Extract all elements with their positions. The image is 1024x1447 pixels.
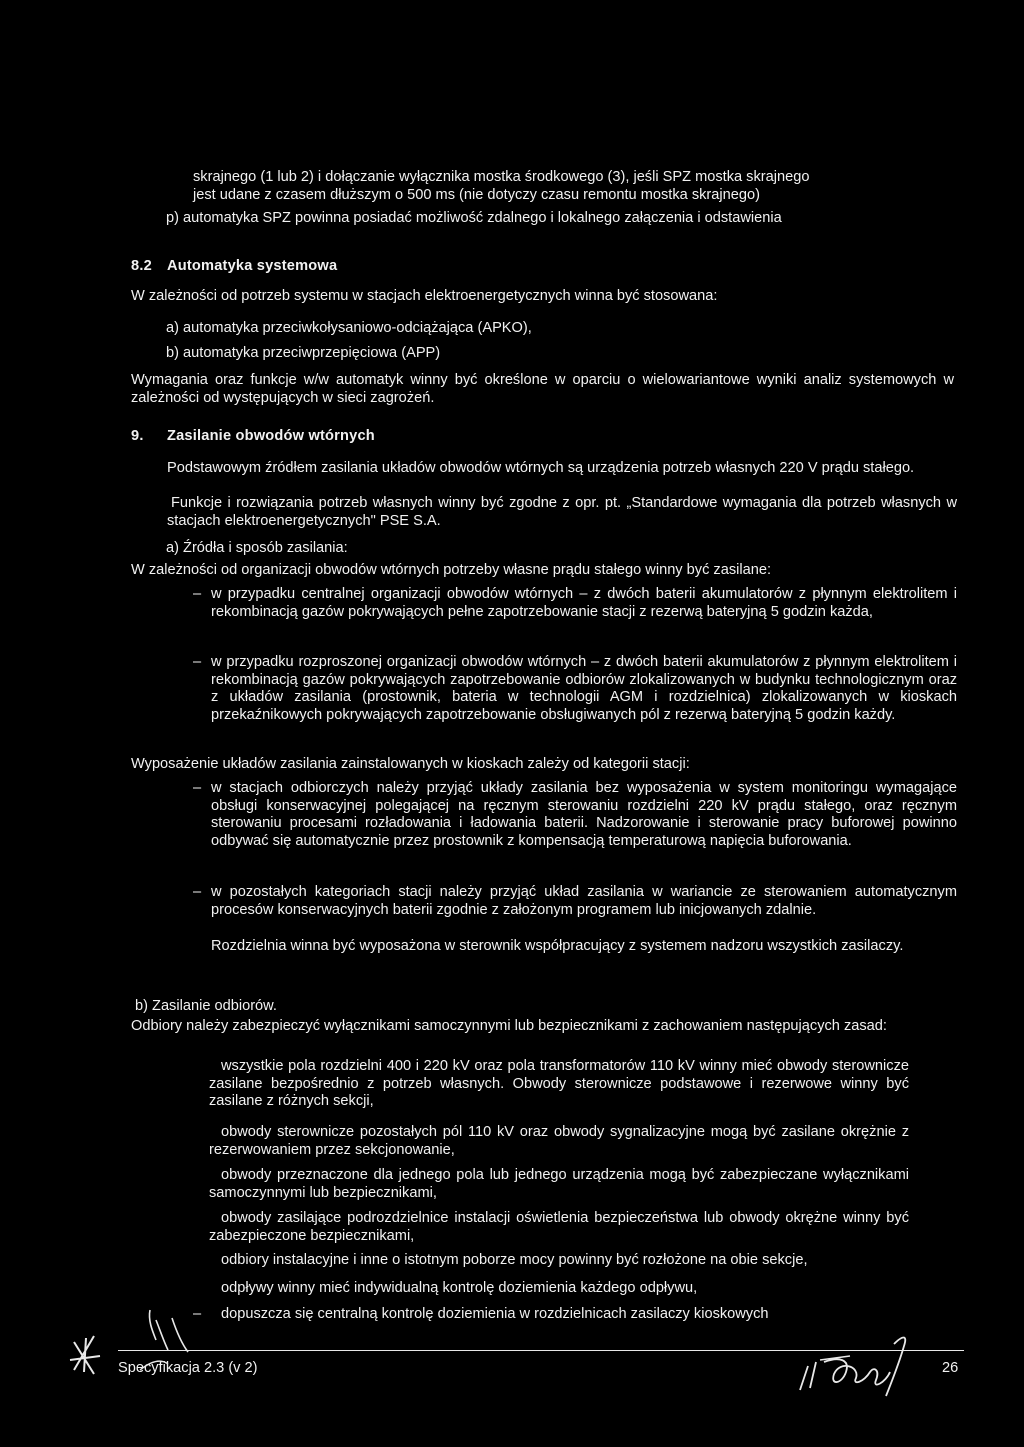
subheading-b: b) Zasilanie odbiorów.	[135, 998, 277, 1014]
cont-line-1: skrajnego (1 lub 2) i dołączanie wyłącznika mostka środkowego (3), jeśli SPZ mostka skrajnego	[193, 169, 810, 185]
intro-a: W zależności od organizacji obwodów wtórnych potrzeby własne prądu stałego winny być zasilane:	[131, 562, 772, 578]
intro-b: Odbiory należy zabezpieczyć wyłącznikami samoczynnymi lub bezpiecznikami z zachowaniem następujących zasad:	[131, 1018, 887, 1034]
s9-paragraph-1: Podstawowym źródłem zasilania układów obwodów wtórnych są urządzenia potrzeb własnych 220 V prądu stałego.	[167, 460, 915, 476]
footer-spec: Specyfikacja 2.3 (v 2)	[118, 1360, 258, 1376]
section-heading-9	[131, 428, 375, 446]
rule-2: obwody sterownicze pozostałych pól 110 kV oraz obwody sygnalizacyjne mogą być zasilane okrężnie z rezerwowaniem przez sekcjonowanie,	[209, 1124, 909, 1158]
handwritten-signature-right	[790, 1326, 930, 1406]
list-item-p: p) automatyka SPZ powinna posiadać możliwość zdalnego i lokalnego załączenia i odstawienia	[166, 210, 782, 226]
dash-item-2: w przypadku rozproszonej organizacji obwodów wtórnych – z dwóch baterii akumulatorów z płynnym elektrolitem i rekombinacją gazów pokrywających zapotrzebowanie odbiorów zlokalizowanych w budynku technologicznym oraz z układów zasilania (prostownik, bateria w technologii AGM i rozdzielnica) zlokalizowanych w kioskach przekaźnikowych pokrywających zapotrzebowanie obsługiwanych pól z rezerwą bateryjną 5 godzin każdy.	[211, 654, 957, 723]
rule-6: odpływy winny mieć indywidualną kontrolę doziemienia każdego odpływu,	[221, 1280, 698, 1296]
rule-4: obwody zasilające podrozdzielnice instalacji oświetlenia bezpieczeństwa lub obwody okrężne winny być zabezpieczone bezpiecznikami,	[209, 1210, 909, 1244]
s82-intro: W zależności od potrzeb systemu w stacjach elektroenergetycznych winna być stosowana:	[131, 288, 718, 304]
rule-3: obwody przeznaczone dla jednego pola lub jednego urządzenia mogą być zabezpieczane wyłącznikami samoczynnymi lub bezpiecznikami,	[209, 1167, 909, 1201]
equip-intro: Wyposażenie układów zasilania zainstalowanych w kioskach zależy od kategorii stacji:	[131, 756, 690, 772]
section-heading-8-2	[131, 258, 337, 276]
rule-7: dopuszcza się centralną kontrolę doziemienia w rozdzielnicach zasilaczy kioskowych	[221, 1306, 769, 1322]
bullet-dash: –	[193, 884, 202, 900]
cont-line-2: jest udane z czasem dłuższym o 500 ms (nie dotyczy czasu remontu mostka skrajnego)	[193, 187, 760, 203]
s82-item-b: b) automatyka przeciwprzepięciowa (APP)	[166, 345, 441, 361]
bullet-dash: –	[193, 1306, 202, 1322]
dash-item-4-cont: Rozdzielnia winna być wyposażona w sterownik współpracujący z systemem nadzoru wszystkich zasilaczy.	[211, 938, 904, 954]
rule-5: odbiory instalacyjne i inne o istotnym poborze mocy powinny być rozłożone na obie sekcje,	[221, 1252, 808, 1268]
s82-item-a: a) automatyka przeciwkołysaniowo-odciążająca (APKO),	[166, 320, 532, 336]
bullet-dash: –	[193, 654, 202, 670]
s82-paragraph: Wymagania oraz funkcje w/w automatyk winny być określone w oparciu o wielowariantowe wyniki analiz systemowych w zależności od występujących w sieci zagrożeń.	[131, 372, 954, 406]
section-title: Automatyka systemowa	[167, 258, 338, 274]
rule-1: wszystkie pola rozdzielni 400 i 220 kV oraz pola transformatorów 110 kV winny mieć obwody sterownicze zasilane bezpośrednio z potrzeb własnych. Obwody sterownicze podstawowe i rezerwowe winny być zasilane z różnych sekcji,	[209, 1058, 909, 1110]
section-number: 8.2	[131, 258, 152, 274]
bullet-dash: –	[193, 780, 202, 796]
footer-page-number: 26	[942, 1360, 959, 1376]
bullet-dash: –	[193, 586, 202, 602]
handwritten-initials-left	[60, 1300, 240, 1400]
section-title: Zasilanie obwodów wtórnych	[167, 428, 375, 444]
subheading-a: a) Źródła i sposób zasilania:	[166, 540, 348, 556]
s9-paragraph-2: Funkcje i rozwiązania potrzeb własnych winny być zgodne z opr. pt. „Standardowe wymagania dla potrzeb własnych w stacjach elektroenergetycznych" PSE S.A.	[167, 495, 957, 529]
section-number: 9.	[131, 428, 144, 444]
dash-item-4: w pozostałych kategoriach stacji należy przyjąć układ zasilania w wariancie ze sterowaniem automatycznym procesów konserwacyjnych baterii zgodnie z założonym programem lub inicjowanych zdalnie.	[211, 884, 957, 918]
dash-item-1: w przypadku centralnej organizacji obwodów wtórnych – z dwóch baterii akumulatorów z płynnym elektrolitem i rekombinacją gazów pokrywających pełne zapotrzebowanie stacji z rezerwą bateryjną 5 godzin każda,	[211, 586, 957, 620]
dash-item-3: w stacjach odbiorczych należy przyjąć układy zasilania bez wyposażenia w system monitoringu wymagające obsługi konserwacyjnej polegającej na ręcznym sterowaniu rozdzielni 220 kV prądu stałego, oraz ręcznym sterowaniu procesami rozładowania i ładowania baterii. Nadzorowanie i sterowanie pracy buforowej powinno odbywać się automatycznie przez prostownik z kompensacją temperaturową napięcia buforowania.	[211, 780, 957, 849]
